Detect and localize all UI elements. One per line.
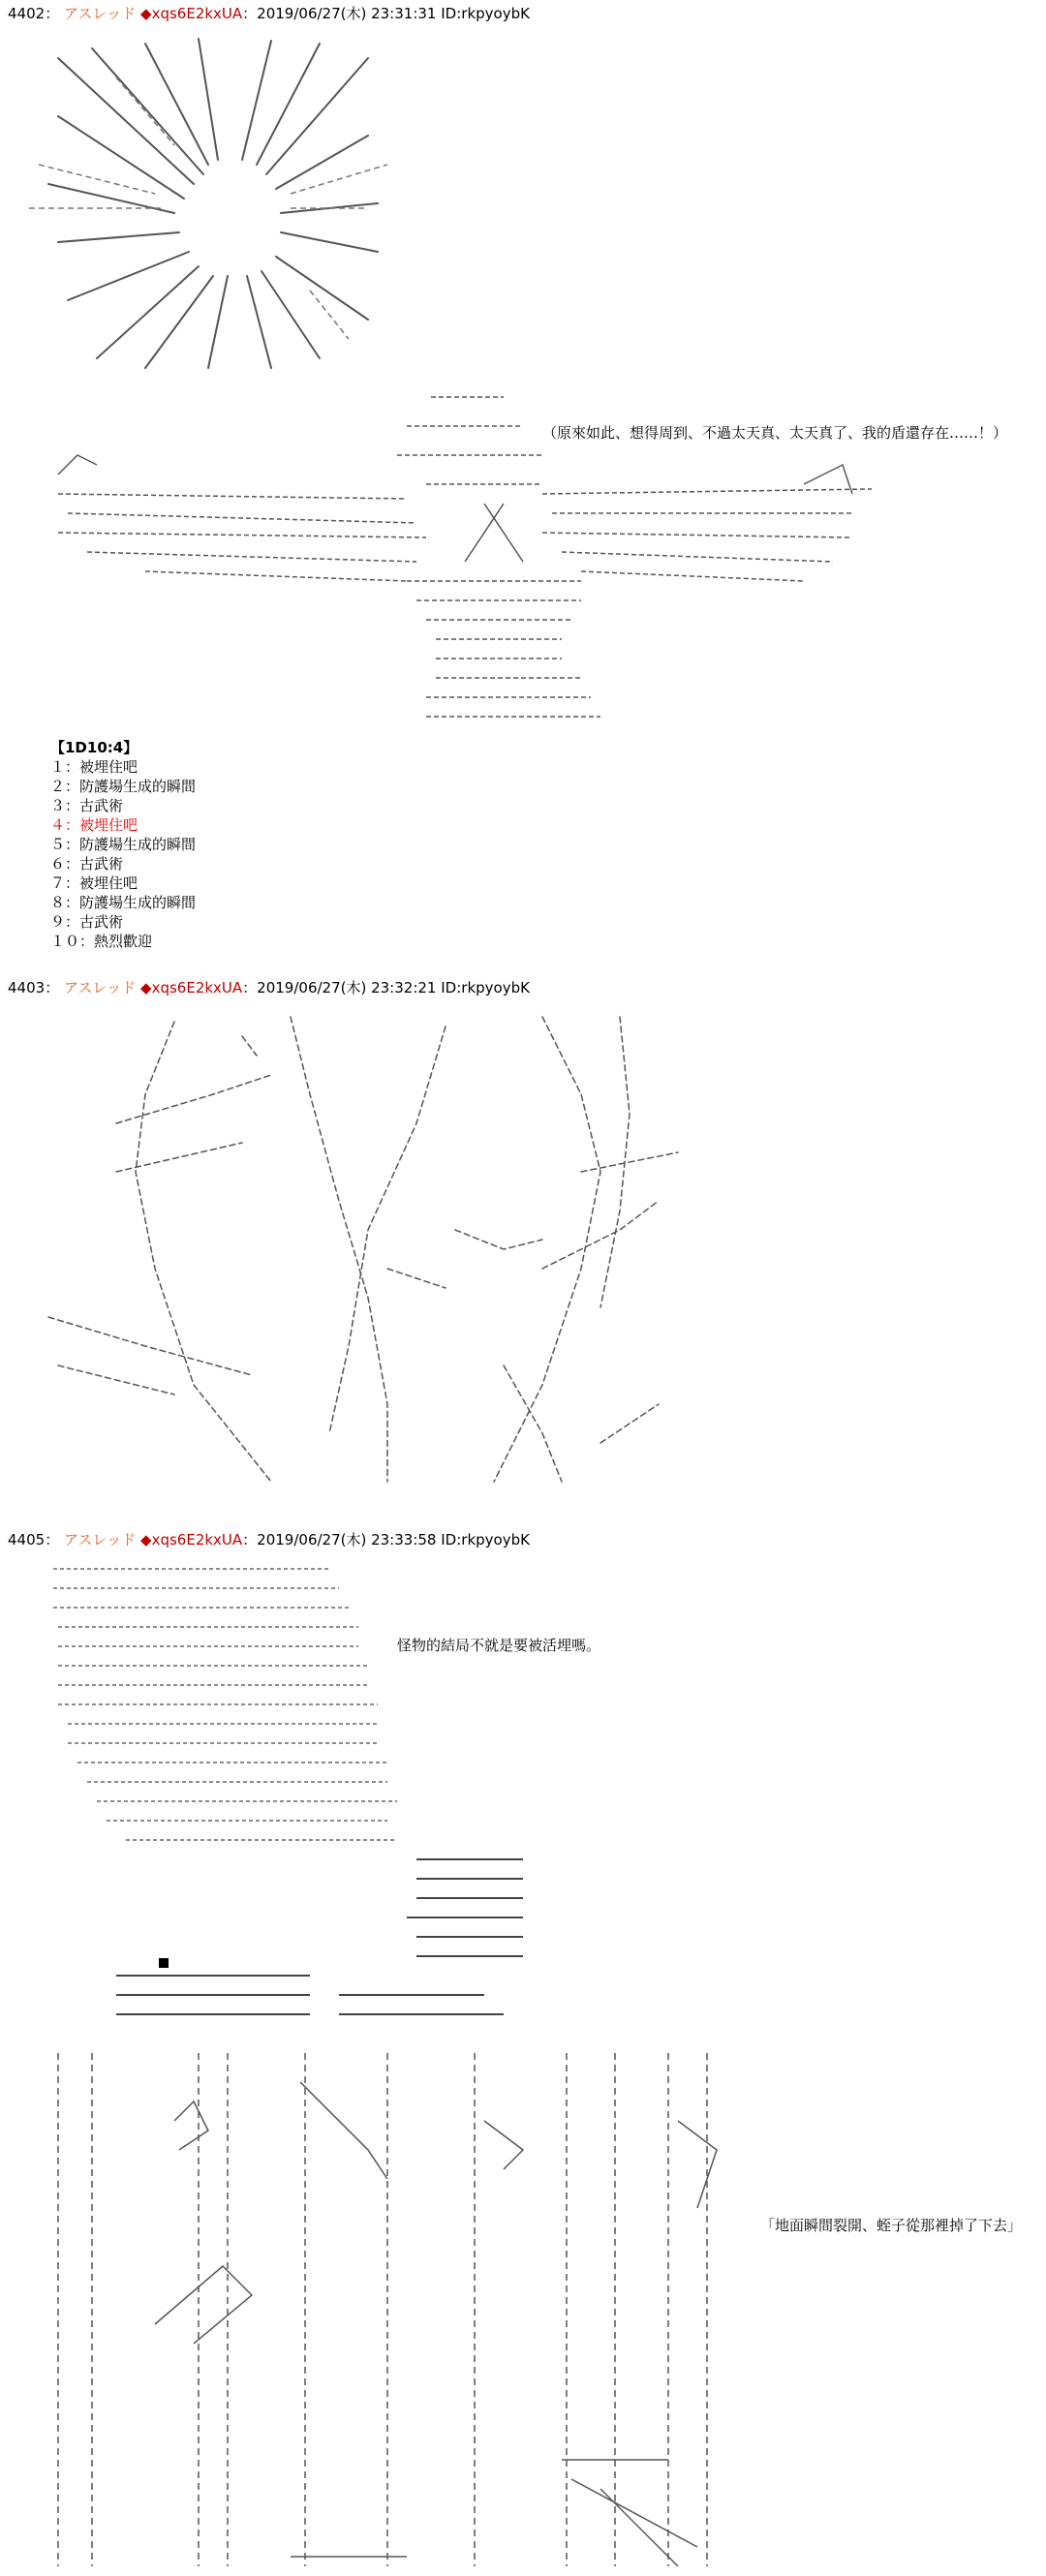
post-4402 <box>0 0 1046 968</box>
dice-title: 【1D10:4】 <box>50 739 138 756</box>
post-datetime: ：2019/06/27(木) 23:33:58 <box>242 1531 437 1549</box>
poster-id[interactable]: ID:rkpyoybK <box>441 5 530 22</box>
dice-option: ６：古武術 <box>50 855 124 873</box>
trip-code: xqs6E2kxUA <box>151 5 243 22</box>
trip-diamond-icon: ◆ <box>140 5 152 22</box>
falling-ascii-art <box>0 2043 1046 2576</box>
dice-option: ８：防護場生成的瞬間 <box>50 894 197 911</box>
dice-option: ９：古武術 <box>50 913 124 931</box>
speech-text: 怪物的結局不就是要被活埋嗎。 <box>397 1637 601 1654</box>
trip-diamond-icon: ◆ <box>140 979 152 997</box>
poster-name[interactable]: アスレッド <box>63 5 137 22</box>
dice-option: ２：防護場生成的瞬間 <box>50 778 197 795</box>
post-header: 4402： アスレッド ◆xqs6E2kxUA：2019/06/27(木) 23:31:31 ID:rkpyoybK <box>8 5 530 22</box>
post-number: 4403 <box>8 979 46 997</box>
post-4405 <box>0 1530 1046 2576</box>
dice-option: １：被埋住吧 <box>50 758 138 776</box>
vines-ascii-art <box>0 978 1046 1520</box>
post-4403 <box>0 978 1046 1520</box>
dice-option: ７：被埋住吧 <box>50 874 138 892</box>
muscular-figure-ascii-art <box>0 0 1046 736</box>
trip-code: xqs6E2kxUA <box>151 979 243 997</box>
post-number: 4405 <box>8 1531 46 1549</box>
poster-name[interactable]: アスレッド <box>63 1531 137 1549</box>
poster-name[interactable]: アスレッド <box>63 979 137 997</box>
black-square-icon <box>159 1958 169 1968</box>
dice-option-selected: ４：被埋住吧 <box>50 816 138 834</box>
dice-result-block <box>50 738 196 951</box>
trip-code: xqs6E2kxUA <box>151 1531 243 1549</box>
post-header: 4403： アスレッド ◆xqs6E2kxUA：2019/06/27(木) 23:32:21 ID:rkpyoybK <box>8 979 530 997</box>
poster-id[interactable]: ID:rkpyoybK <box>441 1531 530 1549</box>
dice-option: １０：熱烈歡迎 <box>50 933 153 950</box>
poster-id[interactable]: ID:rkpyoybK <box>441 979 530 997</box>
speech-text: （原來如此、想得周到、不過太天真、太天真了、我的盾還存在……！） <box>542 424 1008 442</box>
post-header: 4405： アスレッド ◆xqs6E2kxUA：2019/06/27(木) 23:33:58 ID:rkpyoybK <box>8 1531 530 1549</box>
monster-ascii-art <box>0 1530 1046 2072</box>
dice-option: ５：防護場生成的瞬間 <box>50 836 197 853</box>
post-number: 4402 <box>8 5 46 22</box>
dice-option: ３：古武術 <box>50 797 124 814</box>
post-datetime: ：2019/06/27(木) 23:32:21 <box>242 979 437 997</box>
speech-text: 「地面瞬間裂開、蛭子從那裡掉了下去」 <box>760 2217 1023 2234</box>
post-datetime: ：2019/06/27(木) 23:31:31 <box>242 5 437 22</box>
trip-diamond-icon: ◆ <box>140 1531 152 1549</box>
